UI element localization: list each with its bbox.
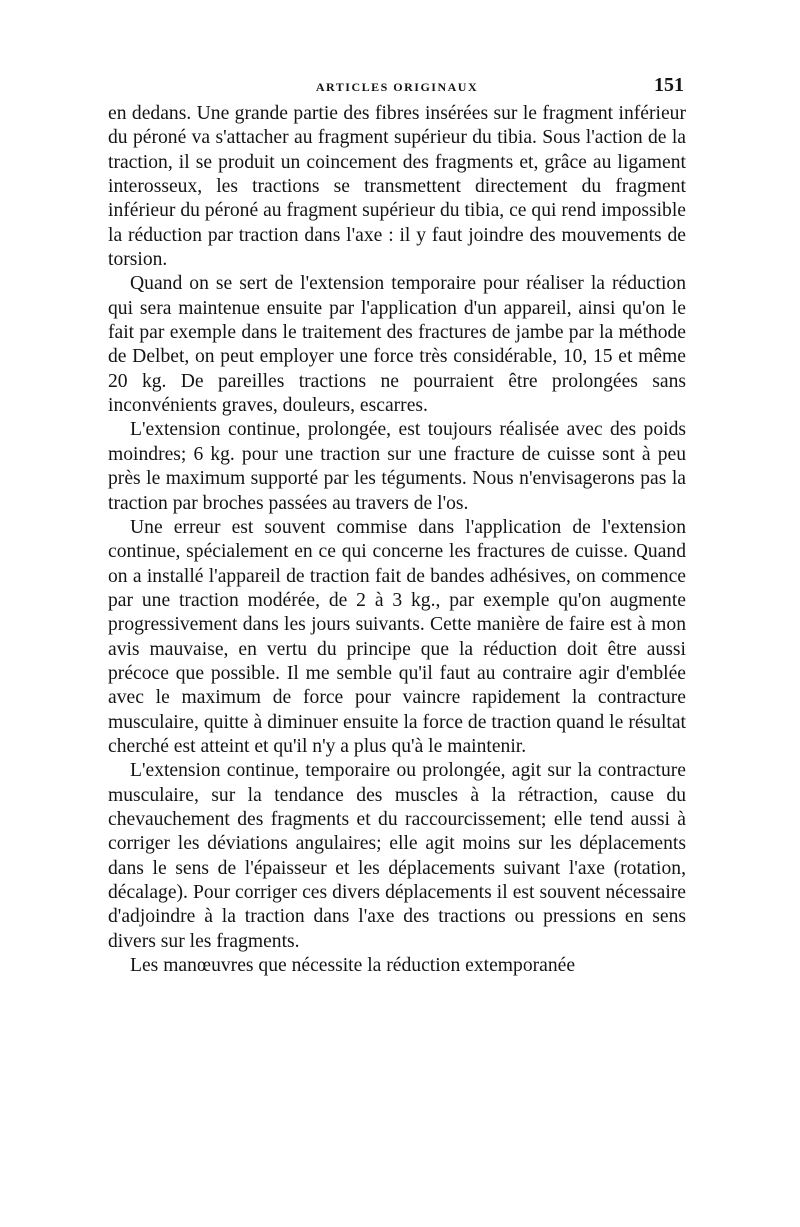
running-title: ARTICLES ORIGINAUX (315, 80, 479, 94)
running-header (108, 72, 686, 102)
paragraph: L'extension continue, temporaire ou prolongée, agit sur la contracture musculaire, sur la tendance des muscles à la rétraction, cause du chevauchement des fragments et du raccourcissement; elle tend aussi à corriger les déviations angulaires; elle agit moins sur les déplacements dans le sens de l'épaisseur et les déplacements suivant l'axe (rotation, décalage). Pour corriger ces divers déplacements il est souvent nécessaire d'adjoindre à la traction dans l'axe des tractions ou pressions en sens divers sur les fragments. (108, 760, 686, 952)
paragraph: L'extension continue, prolongée, est toujours réalisée avec des poids moindres; 6 kg. pour une traction sur une fracture de cuisse sont à peu près le maximum supporté par les téguments. Nous n'envisagerons pas la traction par broches passées au travers de l'os. (108, 419, 686, 514)
body-text (108, 102, 686, 978)
page-number: 151 (654, 74, 684, 96)
paragraph: en dedans. Une grande partie des fibres insérées sur le fragment inférieur du péroné va s'attacher au fragment supérieur du tibia. Sous l'action de la traction, il se produit un coincement des fragments et, grâce au ligament interosseux, les tractions se transmettent directement du fragment inférieur du péroné au fragment supérieur du tibia, ce qui rend impossible la réduction par traction dans l'axe : il y faut joindre des mouvements de torsion. (108, 103, 686, 271)
paragraph: Les manœuvres que nécessite la réduction extemporanée (130, 955, 576, 977)
document-page (108, 72, 686, 978)
paragraph: Une erreur est souvent commise dans l'application de l'extension continue, spécialement en ce qui concerne les fractures de cuisse. Quand on a installé l'appareil de traction fait de bandes adhésives, on commence par une traction modérée, de 2 à 3 kg., par exemple qu'on augmente progressivement dans les jours suivants. Cette manière de faire est à mon avis mauvaise, en vertu du principe que la réduction doit être aussi précoce que possible. Il me semble qu'il faut au contraire agir d'emblée avec le maximum de force pour vaincre rapidement la contracture musculaire, quitte à diminuer ensuite la force de traction quand le résultat cherché est atteint et qu'il n'y a plus qu'à le maintenir. (108, 516, 686, 757)
paragraph: Quand on se sert de l'extension temporaire pour réaliser la réduction qui sera maintenue ensuite par l'application d'un appareil, ainsi qu'on le fait par exemple dans le traitement des fractures de jambe par la méthode de Delbet, on peut employer une force très considérable, 10, 15 et même 20 kg. De pareilles tractions ne pourraient être prolongées sans inconvénients graves, douleurs, escarres. (108, 273, 686, 417)
